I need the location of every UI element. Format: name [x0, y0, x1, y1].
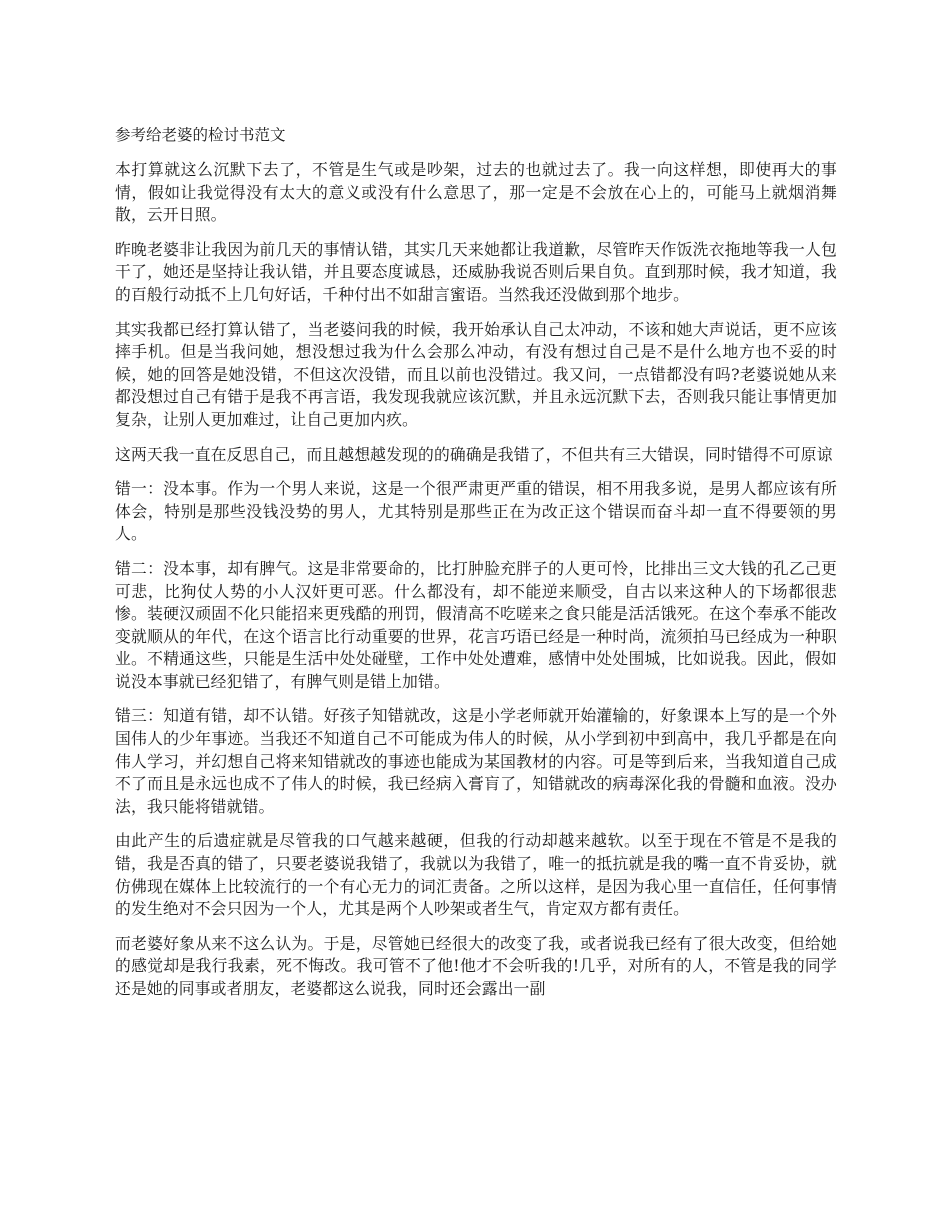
- document-title: 参考给老婆的检讨书范文: [115, 126, 286, 144]
- paragraph-4: 这两天我一直在反思自己，而且越想越发现的的确确是我错了，不但共有三大错误，同时错得不可原谅: [115, 444, 833, 464]
- paragraph-7: 错三：知道有错，却不认错。好孩子知错就改，这是小学老师就开始灌输的，好象课本上写的是一个外国伟人的少年事迹。当我还不知道自己不可能成为伟人的时候，从小学到初中到高中，我几乎都是在向伟人学习，并幻想自己将来知错就改的事迹也能成为某国教材的内容。可是等到后来，当我知道自己成不了而且是永远也成不了伟人的时候，我已经病入膏肓了，知错就改的病毒深化我的骨髓和血液。没办法，我只能将错就错。: [115, 706, 837, 816]
- paragraph-6: 错二：没本事，却有脾气。这是非常要命的，比打肿脸充胖子的人更可怜，比排出三文大钱的孔乙己更可悲，比狗仗人势的小人汉奸更可恶。什么都没有，却不能逆来顺受，自古以来这种人的下场都很悲惨。装硬汉顽固不化只能招来更残酷的刑罚，假清高不吃嗟来之食只能是活活饿死。在这个奉承不能改变就顺从的年代，在这个语言比行动重要的世界，花言巧语已经是一种时尚，流须拍马已经成为一种职业。不精通这些，只能是生活中处处碰壁，工作中处处遭难，感情中处处围城，比如说我。因此，假如说没本事就已经犯错了，有脾气则是错上加错。: [115, 558, 837, 691]
- paragraph-3: 其实我都已经打算认错了，当老婆问我的时候，我开始承认自己太冲动，不该和她大声说话，更不应该摔手机。但是当我问她，想没想过我为什么会那么冲动，有没有想过自己是不是什么地方也不妥的时候，她的回答是她没错，不但这次没错，而且以前也没错过。我又问，一点错都没有吗?老婆说她从来都没想过自己有错于是我不再言语，我发现我就应该沉默，并且永远沉默下去，否则我只能让事情更加复杂，让别人更加难过，让自己更加内疚。: [115, 319, 837, 429]
- paragraph-1: 本打算就这么沉默下去了，不管是生气或是吵架，过去的也就过去了。我一向这样想，即使再大的事情，假如让我觉得没有太大的意义或没有什么意思了，那一定是不会放在心上的，可能马上就烟消舞散，云开日照。: [115, 160, 837, 225]
- paragraph-9: 而老婆好象从来不这么认为。于是，尽管她已经很大的改变了我，或者说我已经有了很大改变，但给她的感觉却是我行我素，死不悔改。我可管不了他!他才不会听我的!几乎，对所有的人，不管是我的同学还是她的同事或者朋友，老婆都这么说我，同时还会露出一副: [115, 933, 837, 998]
- paragraph-8: 由此产生的后遗症就是尽管我的口气越来越硬，但我的行动却越来越软。以至于现在不管是不是我的错，我是否真的错了，只要老婆说我错了，我就以为我错了，唯一的抵抗就是我的嘴一直不肯妥协，就仿佛现在媒体上比较流行的一个有心无力的词汇责备。之所以这样，是因为我心里一直信任，任何事情的发生绝对不会只因为一个人，尤其是两个人吵架或者生气，肯定双方都有责任。: [115, 831, 837, 919]
- paragraph-2: 昨晚老婆非让我因为前几天的事情认错，其实几天来她都让我道歉，尽管昨天作饭洗衣拖地等我一人包干了，她还是坚持让我认错，并且要态度诚恳，还威胁我说否则后果自负。直到那时候，我才知道，我的百般行动抵不上几句好话，千种付出不如甜言蜜语。当然我还没做到那个地步。: [115, 239, 837, 304]
- paragraph-5: 错一：没本事。作为一个男人来说，这是一个很严肃更严重的错误，相不用我多说，是男人都应该有所体会，特别是那些没钱没势的男人，尤其特别是那些正在为改正这个错误而奋斗却一直不得要领的男人。: [115, 479, 837, 544]
- document-page: [115, 124, 837, 1013]
